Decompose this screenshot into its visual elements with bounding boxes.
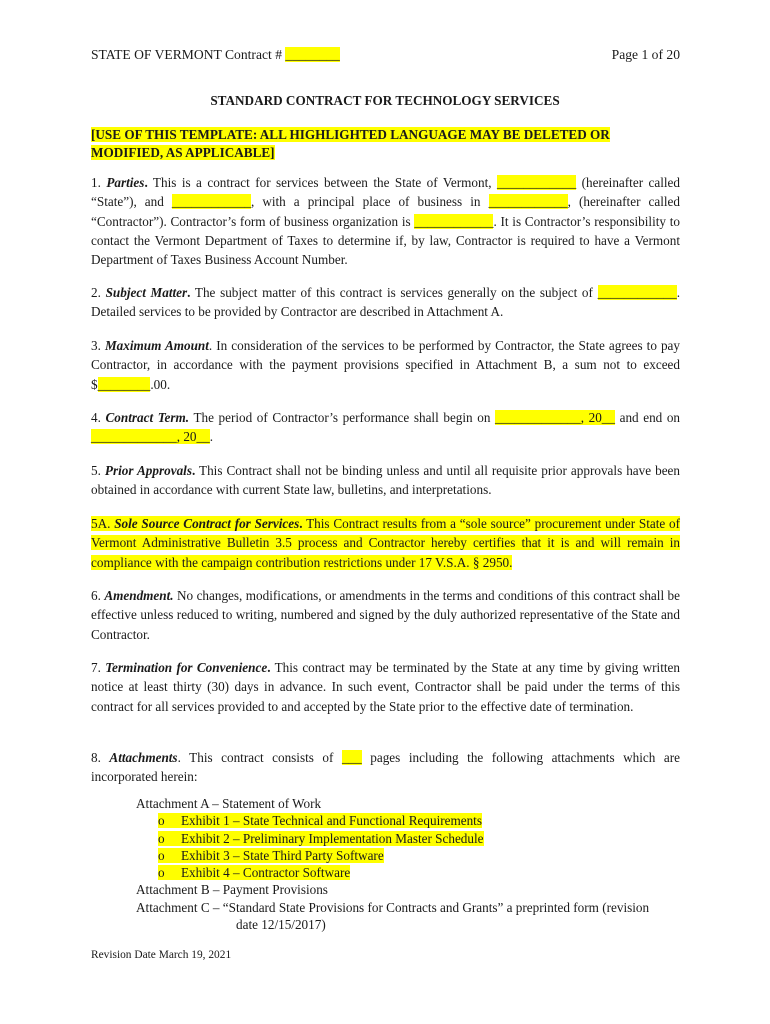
section-heading: Parties [106,175,145,190]
contract-number-label: STATE OF VERMONT Contract # ________ [91,47,340,62]
section-sole-source: 5A. Sole Source Contract for Services. This Contract results from a “sole source” procurement under State of Vermont Administrative Bulletin 3.5 process and Contractor hereby certifies that it is and will remain in compliance with the campaign contribution restrictions under 17 V.S.A. § 2950. [91,516,681,570]
end-date-blank[interactable]: _____________, 20__ [91,429,210,445]
section-heading: Prior Approvals [104,463,192,478]
attachment-c-continued: date 12/15/2017) [236,917,326,933]
subject-blank[interactable]: ____________ [597,285,677,300]
exhibit-item: o Exhibit 2 – Preliminary Implementation Master Schedule [158,830,484,846]
section-heading: Amendment. [104,588,174,603]
section-heading: Subject Matter [105,285,188,300]
attachment-c: Attachment C – “Standard State Provisions for Contracts and Grants” a preprinted form (revision [136,899,650,915]
page-indicator: Page 1 of 20 [611,47,680,62]
section-heading: Sole Source Contract for Services [114,516,300,531]
section-contract-term: 4. Contract Term. The period of Contractor’s performance shall begin on _____________, 20__ and end on _____________, 20__. [91,410,681,445]
business-organization-blank[interactable]: ____________ [414,213,494,229]
business-location-blank[interactable]: ____________ [488,194,568,210]
state-blank[interactable]: ____________ [497,175,577,190]
contract-number-blank[interactable]: ________ [285,47,340,62]
page-header [91,47,680,65]
revision-date-footer: Revision Date March 19, 2021 [91,949,232,961]
section-maximum-amount: 3. Maximum Amount. In consideration of the services to be performed by Contractor, the State agrees to pay Contractor, in accordance with the payment provisions specified in Attachment B, a sum not to exceed $________.00. [91,338,681,392]
section-amendment: 6. Amendment. No changes, modifications, or amendments in the terms and conditions of this contract shall be effective unless reduced to writing, numbered and signed by the duly authorized representative of the State and Contractor. [91,588,680,642]
bullet-icon: o [158,813,165,829]
attachment-a: Attachment A – Statement of Work [136,796,322,811]
amount-blank[interactable]: ________ [97,376,151,392]
exhibit-item: o Exhibit 1 – State Technical and Functional Requirements [158,813,482,829]
bullet-icon: o [158,865,165,881]
section-subject-matter: 2. Subject Matter. The subject matter of this contract is services generally on the subject of ____________. Detailed services to be provided by Contractor are described in Attachment A. [91,285,681,320]
bullet-icon: o [158,830,165,846]
section-termination: 7. Termination for Convenience. This contract may be terminated by the State at any time by giving written notice at least thirty (30) days in advance. In such event, Contractor shall be paid under the terms of this contract for all services provided to and accepted by the State prior to the effective date of termination. [91,660,680,714]
section-attachments: 8. Attachments. This contract consists of ___ pages including the following attachments which are incorporated herein: [91,750,680,785]
contractor-name-blank[interactable]: ____________ [171,194,251,210]
section-prior-approvals: 5. Prior Approvals. This Contract shall not be binding unless and until all requisite prior approvals have been obtained in accordance with current State law, bulletins, and interpretations. [91,463,681,498]
bullet-icon: o [158,847,165,863]
page-count-blank[interactable]: ___ [341,750,362,765]
exhibit-item: o Exhibit 4 – Contractor Software [158,865,351,881]
attachments-list [136,795,696,933]
template-notice: [USE OF THIS TEMPLATE: ALL HIGHLIGHTED LANGUAGE MAY BE DELETED OR MODIFIED, AS APPLICABLE] [91,127,610,160]
section-heading: Termination for Convenience [105,660,268,675]
section-heading: Attachments [109,750,178,765]
attachment-b: Attachment B – Payment Provisions [136,882,328,898]
document-title: STANDARD CONTRACT FOR TECHNOLOGY SERVICES [210,93,560,108]
section-heading: Maximum Amount [104,338,209,353]
exhibit-item: o Exhibit 3 – State Third Party Software [158,847,384,863]
section-heading: Contract Term. [105,410,190,425]
start-date-blank[interactable]: _____________, 20__ [495,410,615,425]
section-parties: 1. Parties. This is a contract for services between the State of Vermont, ____________ (hereinafter called “State”), and ____________, with a principal place of business in ____________, (hereinafter called “Contractor”). Contractor’s form of business organization is ____________. It is Contractor’s responsibility to contact the Vermont Department of Taxes to determine if, by law, Contractor is required to have a Vermont Department of Taxes Business Account Number. [91,175,681,268]
